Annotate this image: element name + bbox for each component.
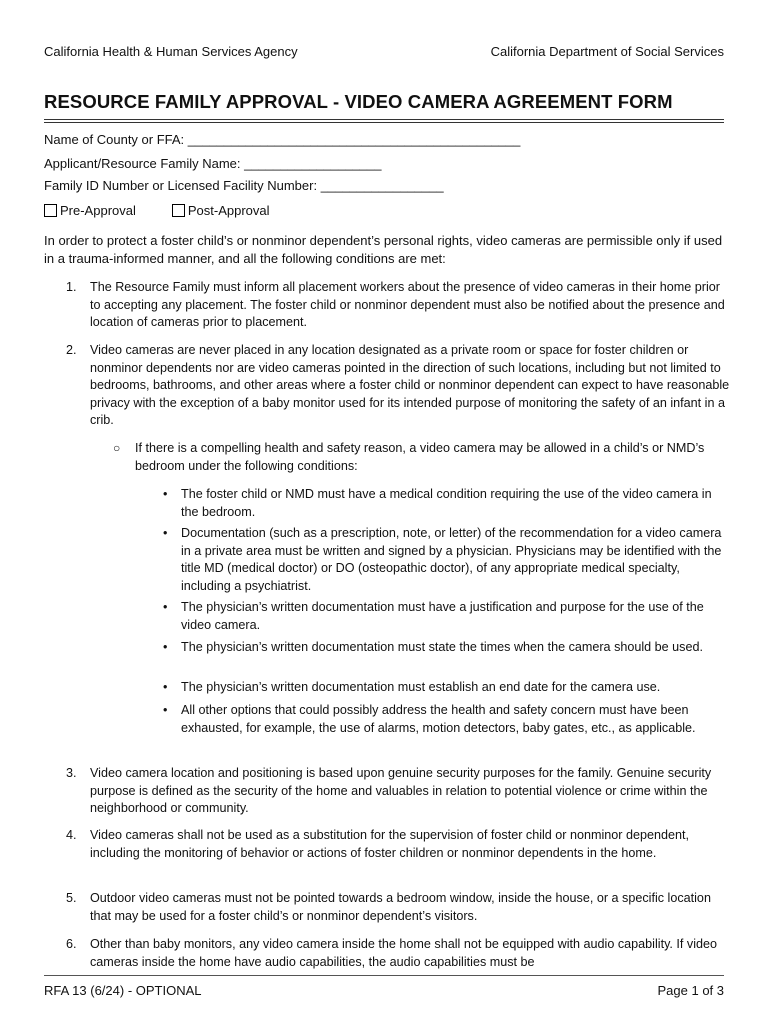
approval-type-group bbox=[44, 203, 270, 218]
form-title: RESOURCE FAMILY APPROVAL - VIDEO CAMERA AGREEMENT FORM bbox=[44, 91, 673, 112]
circle-bullet-icon: ○ bbox=[113, 441, 121, 455]
bullet-item: Documentation (such as a prescription, note, or letter) of the recommendation for a video camera in a private area must be written and signed by a physician. Physicians may be identified with the title MD (medical doctor) or DO (osteopathic doctor), of any appropriate medical specialty, including a psychiatrist. bbox=[181, 526, 722, 593]
bullet-icon: • bbox=[163, 640, 168, 654]
bullet-item: The physician’s written documentation must state the times when the camera should be used. bbox=[181, 640, 703, 654]
bullet-icon: • bbox=[163, 600, 168, 614]
checkbox-icon bbox=[172, 204, 185, 217]
post-approval-checkbox[interactable] bbox=[172, 203, 270, 218]
condition-item: Other than baby monitors, any video camera inside the home shall not be equipped with audio capability. If video cameras inside the home have audio capabilities, the audio capabilities must be bbox=[90, 937, 718, 969]
checkbox-icon bbox=[44, 204, 57, 217]
condition-item: The Resource Family must inform all placement workers about the presence of video cameras in their home prior to accepting any placement. The foster child or nonminor dependent must also be notified about the presence and location of cameras prior to placement. bbox=[90, 280, 725, 329]
bullet-icon: • bbox=[163, 487, 168, 501]
condition-item: Video camera location and positioning is based upon genuine security purposes for the family. Genuine security purpose is defined as the security of the home and valuables in relation to potential violence or crime within the neighborhood or community. bbox=[90, 766, 712, 815]
item-number: 4. bbox=[66, 828, 77, 842]
item-number: 3. bbox=[66, 766, 77, 780]
applicant-name-field[interactable]: Applicant/Resource Family Name: ___________________ bbox=[44, 156, 382, 171]
bullet-icon: • bbox=[163, 526, 168, 540]
page-number: Page 1 of 3 bbox=[657, 983, 724, 998]
post-approval-label: Post-Approval bbox=[187, 203, 270, 218]
title-divider-double bbox=[44, 122, 724, 123]
pre-approval-checkbox[interactable] bbox=[44, 203, 136, 218]
family-id-field[interactable]: Family ID Number or Licensed Facility Number: _________________ bbox=[44, 178, 444, 193]
footer-divider bbox=[44, 975, 724, 976]
condition-item: Video cameras are never placed in any location designated as a private room or space for foster children or nonminor dependents nor are video cameras pointed in the direction of such locations, including but not limited to bedrooms, bathrooms, and other areas where a foster child or nonminor dependent can expect to have reasonable privacy with the exception of a baby monitor used for its intended purpose of monitoring the safety of an infant in a crib. bbox=[90, 343, 730, 427]
department-name: California Department of Social Services bbox=[490, 44, 724, 59]
form-number: RFA 13 (6/24) - OPTIONAL bbox=[44, 983, 202, 998]
item-number: 2. bbox=[66, 343, 77, 357]
sub-condition: If there is a compelling health and safety reason, a video camera may be allowed in a child’s or NMD’s bedroom under the following conditions: bbox=[135, 441, 705, 473]
bullet-icon: • bbox=[163, 680, 168, 694]
condition-item: Outdoor video cameras must not be pointed towards a bedroom window, inside the house, or a specific location that may be used for a foster child’s or nonminor dependent’s visitors. bbox=[90, 891, 711, 923]
agency-name: California Health & Human Services Agency bbox=[44, 44, 298, 59]
bullet-item: All other options that could possibly address the health and safety concern must have been exhausted, for example, the use of alarms, motion detectors, baby gates, etc., as applicable. bbox=[181, 703, 696, 735]
county-field[interactable]: Name of County or FFA: ______________________________________________ bbox=[44, 132, 521, 147]
bullet-item: The foster child or NMD must have a medical condition requiring the use of the video camera in the bedroom. bbox=[181, 487, 712, 519]
bullet-item: The physician’s written documentation must establish an end date for the camera use. bbox=[181, 680, 661, 694]
bullet-item: The physician’s written documentation must have a justification and purpose for the use of the video camera. bbox=[181, 600, 704, 632]
intro-paragraph: In order to protect a foster child’s or nonminor dependent’s personal rights, video cameras are permissible only if used in a trauma-informed manner, and all the following conditions are met: bbox=[44, 233, 723, 266]
pre-approval-label: Pre-Approval bbox=[60, 203, 136, 218]
item-number: 1. bbox=[66, 280, 77, 294]
item-number: 6. bbox=[66, 937, 77, 951]
title-divider bbox=[44, 119, 724, 120]
bullet-icon: • bbox=[163, 703, 168, 717]
condition-item: Video cameras shall not be used as a substitution for the supervision of foster child or nonminor dependent, including the monitoring of behavior or actions of foster children or nonminor dependents in the home. bbox=[90, 828, 690, 860]
item-number: 5. bbox=[66, 891, 77, 905]
